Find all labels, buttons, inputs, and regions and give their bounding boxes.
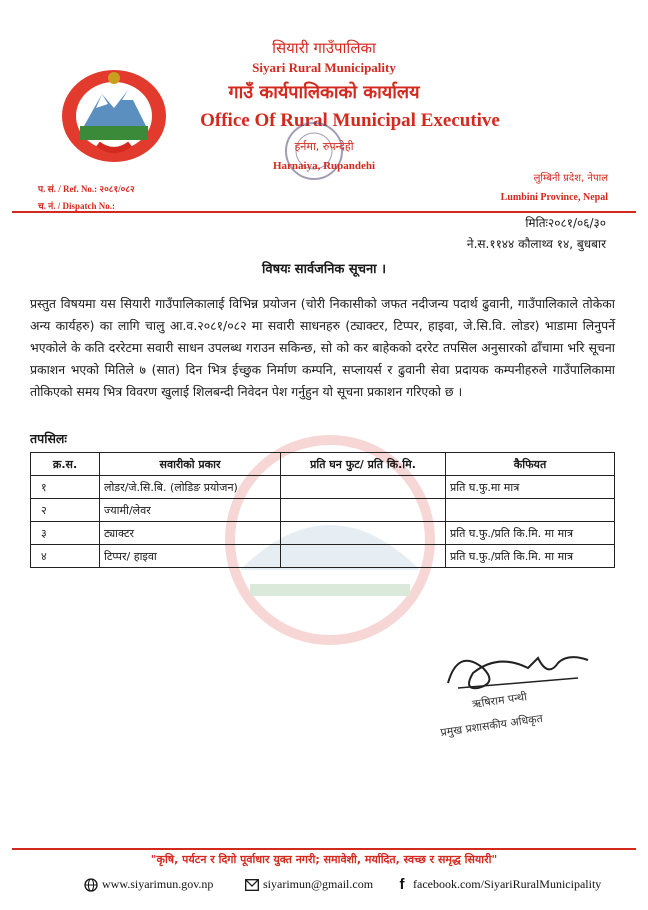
cell-sn: १ (31, 476, 100, 499)
globe-icon (84, 878, 98, 892)
cell-vehicle-type: ज्यामी/लेवर (100, 499, 281, 522)
notice-date-ns: ने.स.११४४ कौलाथ्व १४, बुधबार (466, 237, 606, 251)
cell-rate (281, 545, 446, 568)
cell-remarks: प्रति घ.फु./प्रति कि.मि. मा मात्र (446, 522, 615, 545)
tapasil-heading: तपसिलः (30, 431, 67, 446)
col-header-rate: प्रति घन फुट/ प्रति कि.मि. (281, 453, 446, 476)
cell-rate (281, 476, 446, 499)
email-link[interactable]: siyarimun@gmail.com (263, 877, 374, 891)
table-row (31, 545, 615, 568)
cell-vehicle-type: लोडर/जे.सि.बि. (लोडिङ प्रयोजन) (100, 476, 281, 499)
cell-remarks: प्रति घ.फु.मा मात्र (446, 476, 615, 499)
table-row (31, 499, 615, 522)
table-header-row (31, 453, 615, 476)
cell-sn: ४ (31, 545, 100, 568)
facebook-icon: f (399, 876, 405, 893)
table-row (31, 522, 615, 545)
province-np: लुम्बिनी प्रदेश, नेपाल (533, 173, 608, 184)
vehicle-rate-table (30, 452, 615, 568)
col-header-remarks: कैफियत (446, 453, 615, 476)
footer-website[interactable] (84, 877, 213, 892)
office-title-np: गाउँ कार्यपालिकाको कार्यालय (228, 82, 420, 103)
district-en: Harnaiya, Rupandehi (272, 160, 376, 172)
ref-number: प. सं. / Ref. No.: २०८१/०८२ (38, 184, 135, 194)
district-np: हर्नमा, रुपन्देही (294, 140, 354, 153)
footer-email[interactable] (245, 877, 373, 892)
cell-sn: ३ (31, 522, 100, 545)
notice-subject: विषयः सार्वजनिक सूचना । (262, 262, 386, 277)
table-row (31, 476, 615, 499)
facebook-link[interactable]: facebook.com/SiyariRuralMunicipality (413, 877, 602, 891)
office-title-en: Office Of Rural Municipal Executive (200, 110, 500, 131)
notice-body: प्रस्तुत विषयमा यस सियारी गाउँपालिकालाई विभिन्न प्रयोजन (चोरी निकासीको जफत नदीजन्य पदार्थ ढुवानी, गाउँपालिकाले तोकेका अन्य कार्यहरु) का लागि चालु आ.व.२०८१/०८२ मा सवारी साधनहरु (ट्याक्टर, टिप्पर, हाइवा, जे.सि.वि. लोडर) भाडामा लिनुपर्ने भएकोले के कति दररेटमा सवारी साधन उपलब्ध गराउन सकिन्छ, सो को कर बाहेकको दररेट तपसिल अनुसारको ढाँचामा भरि सूचना प्रकाशन भएको मितिले ७ (सात) दिन भित्र ईच्छुक निर्माण कम्पनि, सप्लायर्स र ढुवानी सेवा प्रदायक कम्पनीहरुले गाउँपालिकामा तोकिएको समय भित्र विवरण खुलाई शिलबन्दी निवेदन पेश गर्नुहुन यो सूचना प्रकाशन गरिएको छ । (30, 296, 615, 399)
header-divider (12, 211, 636, 213)
col-header-sn: क्र.स. (31, 453, 100, 476)
footer-facebook[interactable] (395, 877, 601, 892)
cell-vehicle-type: टिप्पर/ हाइवा (100, 545, 281, 568)
footer-slogan: "कृषि, पर्यटन र दिगो पूर्वाधार युक्त नगरी; समावेशी, मर्यादित, स्वच्छ र समृद्ध सियारी" (150, 853, 498, 866)
office-name-np: सियारी गाउँपालिका (272, 39, 376, 57)
cell-vehicle-type: ट्याक्टर (100, 522, 281, 545)
signatory-name: ऋषिराम पन्थी (471, 690, 528, 711)
cell-remarks: प्रति घ.फु./प्रति कि.मि. मा मात्र (446, 545, 615, 568)
signature-mark (438, 638, 598, 698)
dispatch-number: च. नं. / Dispatch No.: (38, 201, 115, 211)
office-name-en: Siyari Rural Municipality (252, 60, 396, 75)
notice-date-bs: मितिः२०८१/०६/३० (525, 216, 606, 230)
website-link[interactable]: www.siyarimun.gov.np (102, 877, 214, 891)
cell-rate (281, 499, 446, 522)
mail-icon (245, 878, 259, 892)
col-header-vehicle-type: सवारीको प्रकार (100, 453, 281, 476)
cell-sn: २ (31, 499, 100, 522)
cell-remarks (446, 499, 615, 522)
footer-divider (12, 848, 636, 850)
cell-rate (281, 522, 446, 545)
province-en: Lumbini Province, Nepal (500, 192, 608, 203)
signatory-designation: प्रमुख प्रशासकीय अधिकृत (439, 711, 544, 740)
